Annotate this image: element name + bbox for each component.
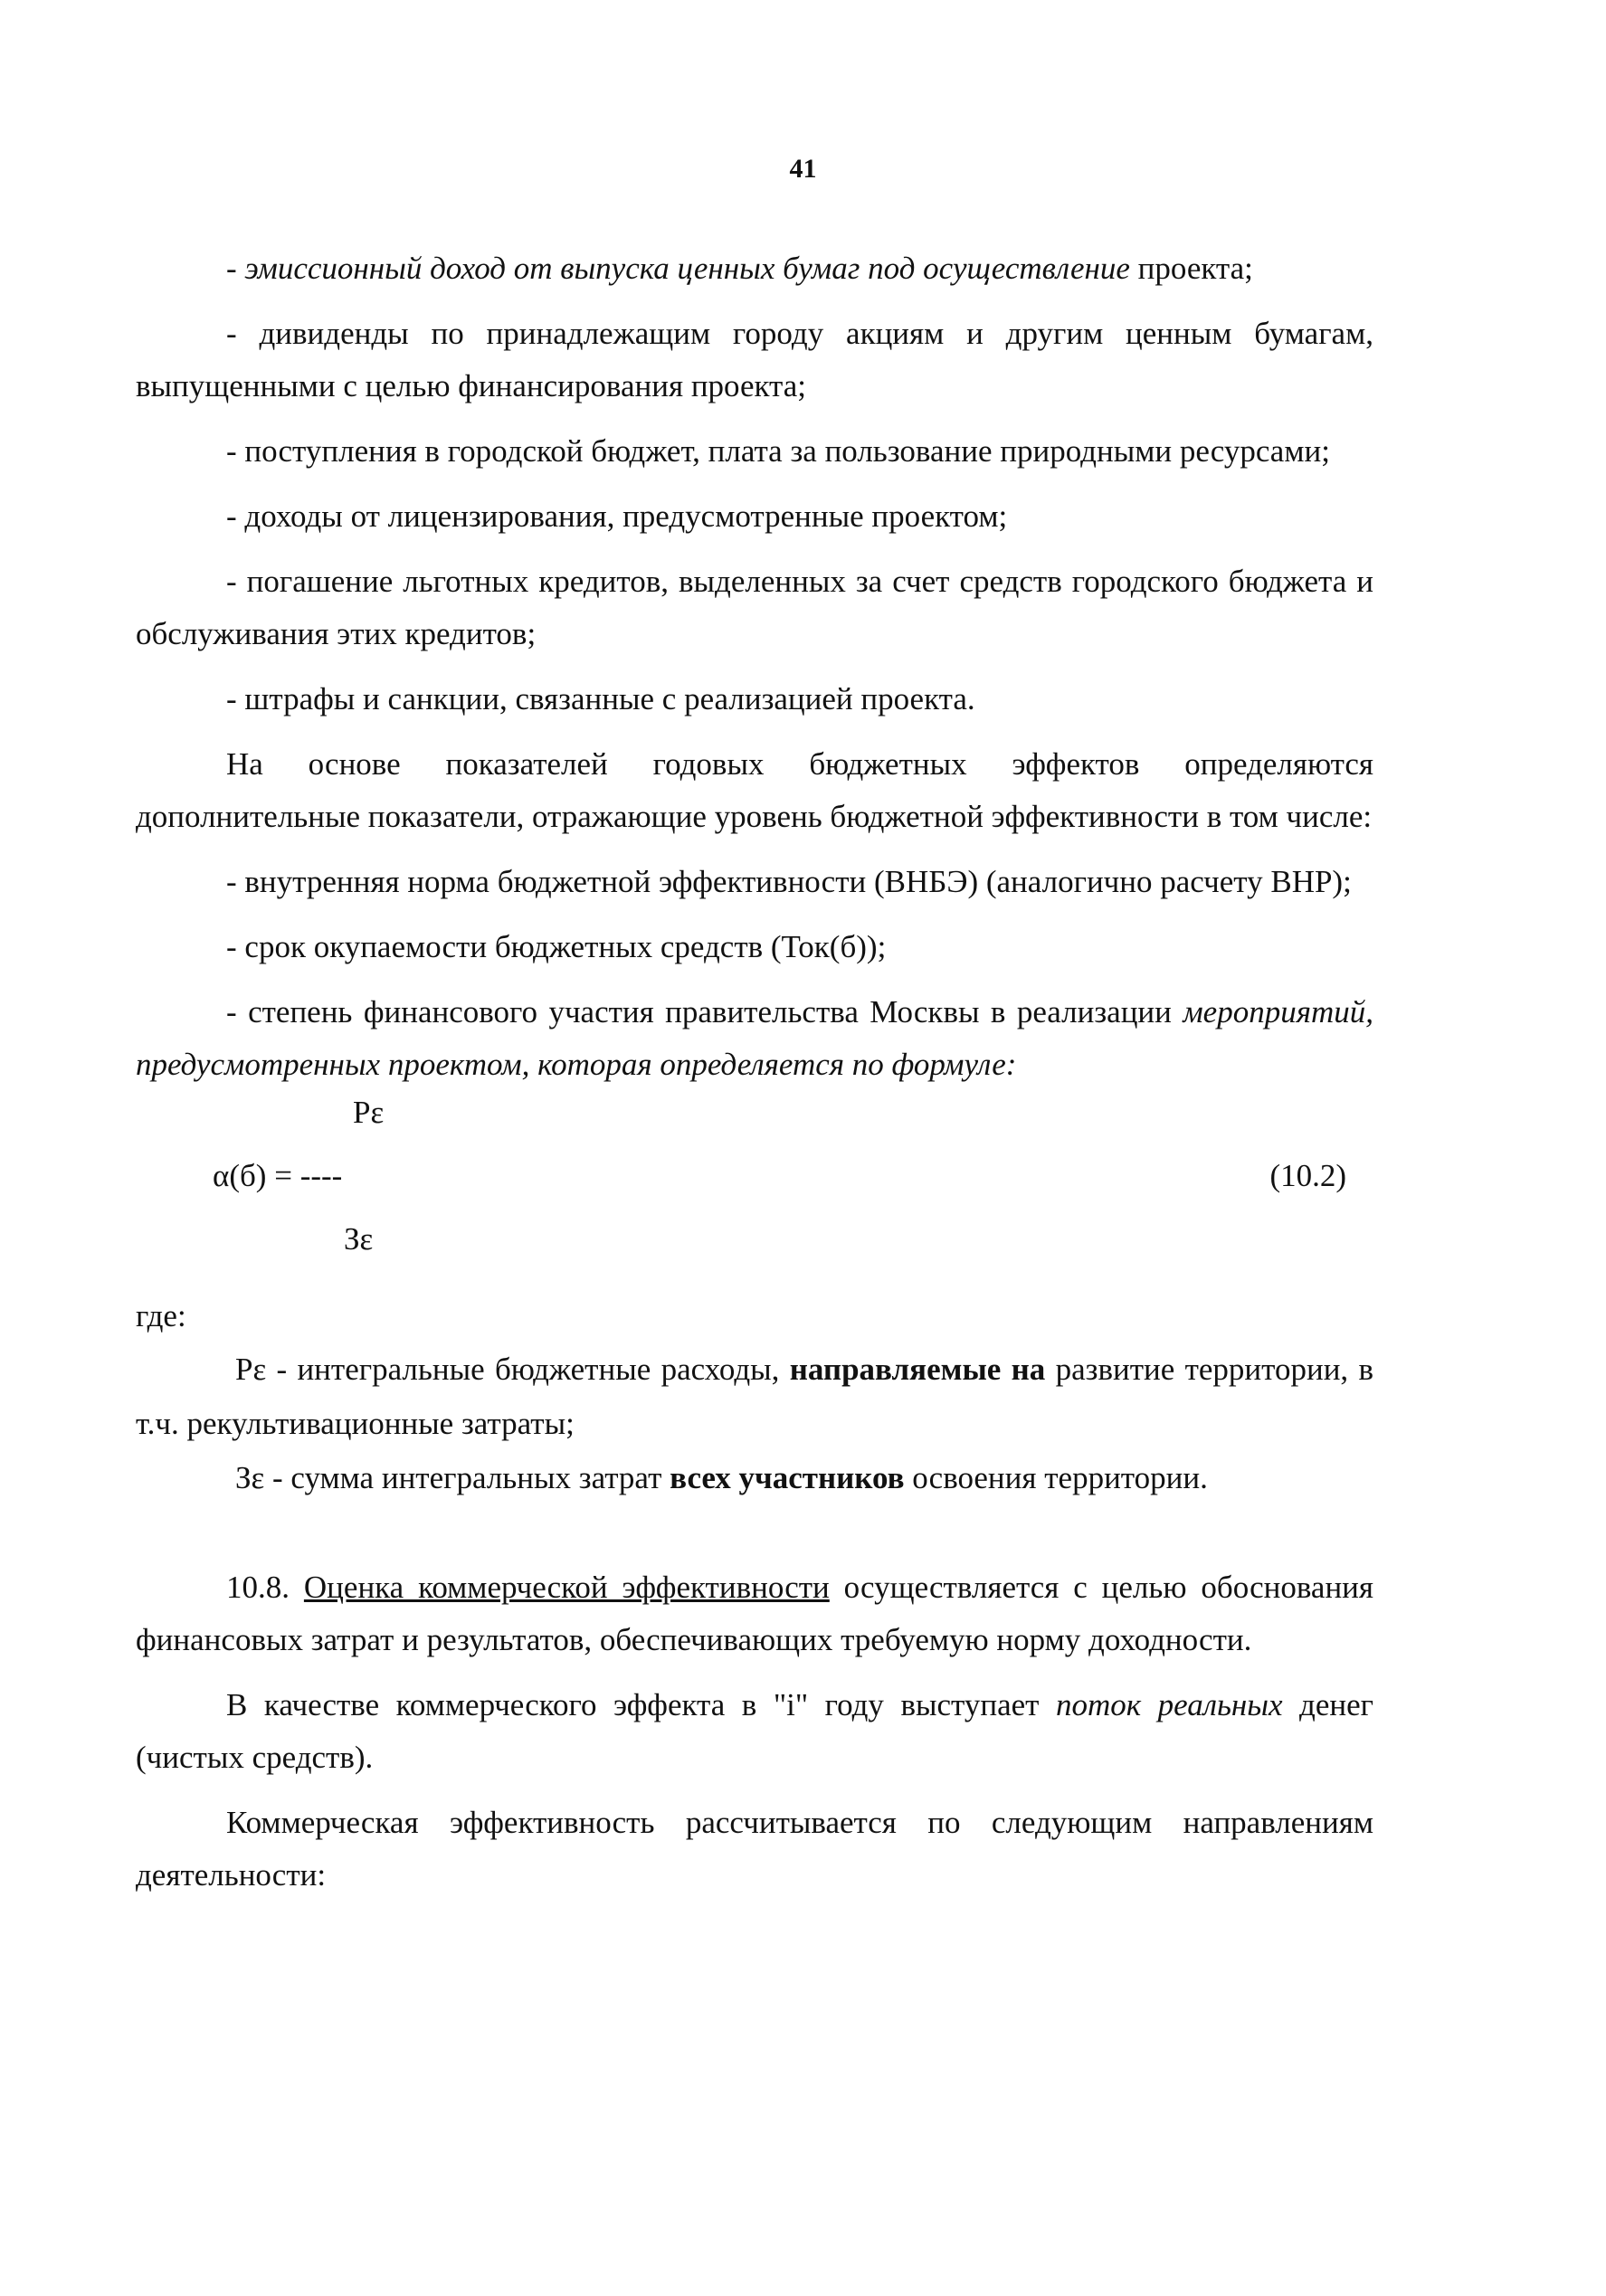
effect-italic: поток реальных <box>1039 1687 1283 1722</box>
list-item-budget-revenue: - поступления в городской бюджет, плата за пользование природными ресурсами; <box>226 433 1330 469</box>
definition-post: развитие территории, в т.ч. рекультивационные затраты; <box>136 1352 1374 1441</box>
definition-pre: - интегральные бюджетные расходы, <box>266 1352 790 1387</box>
page-content <box>136 242 1373 1902</box>
definition-pe <box>136 1342 1373 1451</box>
definition-term: Зε <box>235 1460 265 1495</box>
paragraph-indicators: На основе показателей годовых бюджетных эффектов определяются дополнительные показатели, отражающие уровень бюджетной эффективности в том числе: <box>136 746 1373 834</box>
definition-bold: всех участников <box>670 1460 905 1495</box>
page-number: 41 <box>789 154 817 184</box>
section-number: 10.8. <box>226 1570 290 1605</box>
list-item-lead: - эмиссионный доход от выпуска ценных бумаг под осуществление <box>226 251 1130 286</box>
effect-plain: В качестве коммерческого эффекта в "i" году выступает <box>226 1687 1040 1722</box>
formula-denominator: Зε <box>344 1221 374 1257</box>
formula-numerator: Pε <box>353 1095 385 1130</box>
formula-number: (10.2) <box>1269 1158 1346 1193</box>
indicator-lead: - степень финансового участия правительства Москвы в реализации <box>226 994 1172 1029</box>
section-text: осуществляется с целью обоснования финансовых затрат и результатов, обеспечивающих требуемую норму доходности. <box>136 1570 1374 1657</box>
formula-10-2 <box>136 1095 1373 1285</box>
paragraph-directions: Коммерческая эффективность рассчитывается по следующим направлениям деятельности: <box>136 1805 1373 1893</box>
paragraph-commercial-effect <box>136 1679 1373 1784</box>
definition-post: освоения территории. <box>904 1460 1208 1495</box>
indicator-participation <box>136 986 1373 1091</box>
list-item-rest: проекта; <box>1129 251 1253 286</box>
list-item-fines: - штрафы и санкции, связанные с реализацией проекта. <box>226 681 975 716</box>
list-item-dividends: - дивиденды по принадлежащим городу акциям и другим ценным бумагам, выпущенными с целью финансирования проекта; <box>136 316 1373 403</box>
list-item-loan-repayment: - погашение льготных кредитов, выделенных за счет средств городского бюджета и обслуживания этих кредитов; <box>136 564 1373 651</box>
section-10-8 <box>136 1561 1373 1666</box>
definition-pre: - сумма интегральных затрат <box>264 1460 670 1495</box>
effect-tail: денег (чистых средств). <box>136 1687 1373 1775</box>
definition-ze <box>136 1451 1373 1505</box>
indicator-vnbe: - внутренняя норма бюджетной эффективности (ВНБЭ) (аналогично расчету ВНР); <box>226 864 1352 899</box>
definition-bold: направляемые на <box>789 1352 1046 1387</box>
definition-term: Pε <box>235 1352 267 1387</box>
formula-lhs: α(б) = ---- <box>213 1158 343 1193</box>
section-title: Оценка коммерческой эффективности <box>303 1570 830 1605</box>
where-label: где: <box>136 1298 186 1333</box>
indicator-payback: - срок окупаемости бюджетных средств (Ток(б)); <box>226 929 887 964</box>
indicator-italic: мероприятий, предусмотренных проектом, которая определяется по формуле: <box>136 994 1373 1082</box>
list-item-emission <box>136 242 1373 295</box>
list-item-licensing: - доходы от лицензирования, предусмотренные проектом; <box>226 498 1008 534</box>
